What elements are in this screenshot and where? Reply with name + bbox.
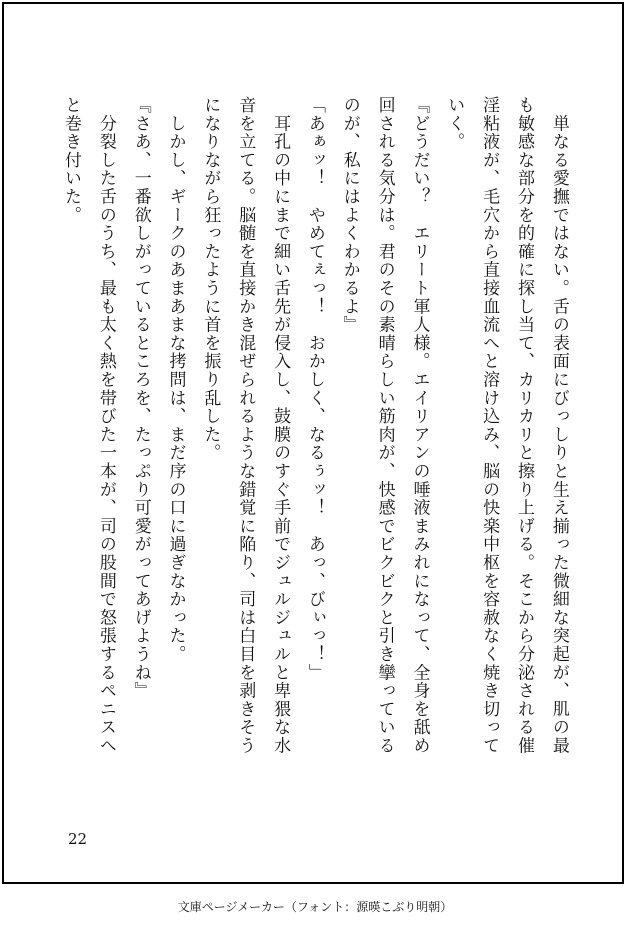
- text-line-6: 回される気分は。君のその素晴らしい筋肉が、快感でビクビクと引き攣っている: [374, 96, 395, 755]
- text-line-13: 『さあ、一番欲しがっているところを、たっぷり可愛がってあげようね』: [130, 96, 151, 700]
- text-line-14: 分裂した舌のうち、最も太く熱を帯びた一本が、司の股間で怒張するペニスへ: [95, 96, 116, 755]
- vertical-text-body: [59, 96, 571, 816]
- text-line-12: しかし、ギークのあまあまな拷問は、まだ序の口に過ぎなかった。: [165, 96, 186, 664]
- text-line-7: のが、私にはよくわかるよ』: [339, 96, 360, 334]
- text-line-2: も敏感な部分を的確に探し当て、カリカリと擦り上げる。そこから分泌される催: [513, 96, 534, 755]
- text-line-15: と巻き付いた。: [61, 96, 81, 225]
- text-line-8: 「あぁッ！ やめてぇっ！ おかしく、なるぅッ！ あっ、びぃっ！」: [304, 96, 325, 682]
- text-line-10: 音を立てる。脳髄を直接かき混ぜられるような錯覚に陥り、司は白目を剥きそう: [235, 96, 256, 755]
- text-line-5: 『どうだい？ エリート軍人様。エイリアンの唾液まみれになって、全身を舐め: [409, 96, 430, 755]
- text-line-3: 淫粘液が、毛穴から直接血流へと溶け込み、脳の快楽中枢を容赦なく焼き切って: [479, 96, 500, 755]
- text-line-11: になりながら狂ったように首を振り乱した。: [200, 96, 221, 462]
- text-line-4: いく。: [444, 96, 465, 151]
- text-line-9: 耳孔の中にまで細い舌先が侵入し、鼓膜のすぐ手前でジュルジュルと卑猥な水: [270, 96, 291, 755]
- book-page: [2, 2, 624, 884]
- page-number: 22: [68, 830, 88, 848]
- footer-caption: 文庫ページメーカー（フォント：源暎こぶり明朝）: [177, 900, 453, 914]
- text-line-1: 単なる愛撫ではない。舌の表面にびっしりと生え揃った微細な突起が、肌の最: [548, 96, 569, 755]
